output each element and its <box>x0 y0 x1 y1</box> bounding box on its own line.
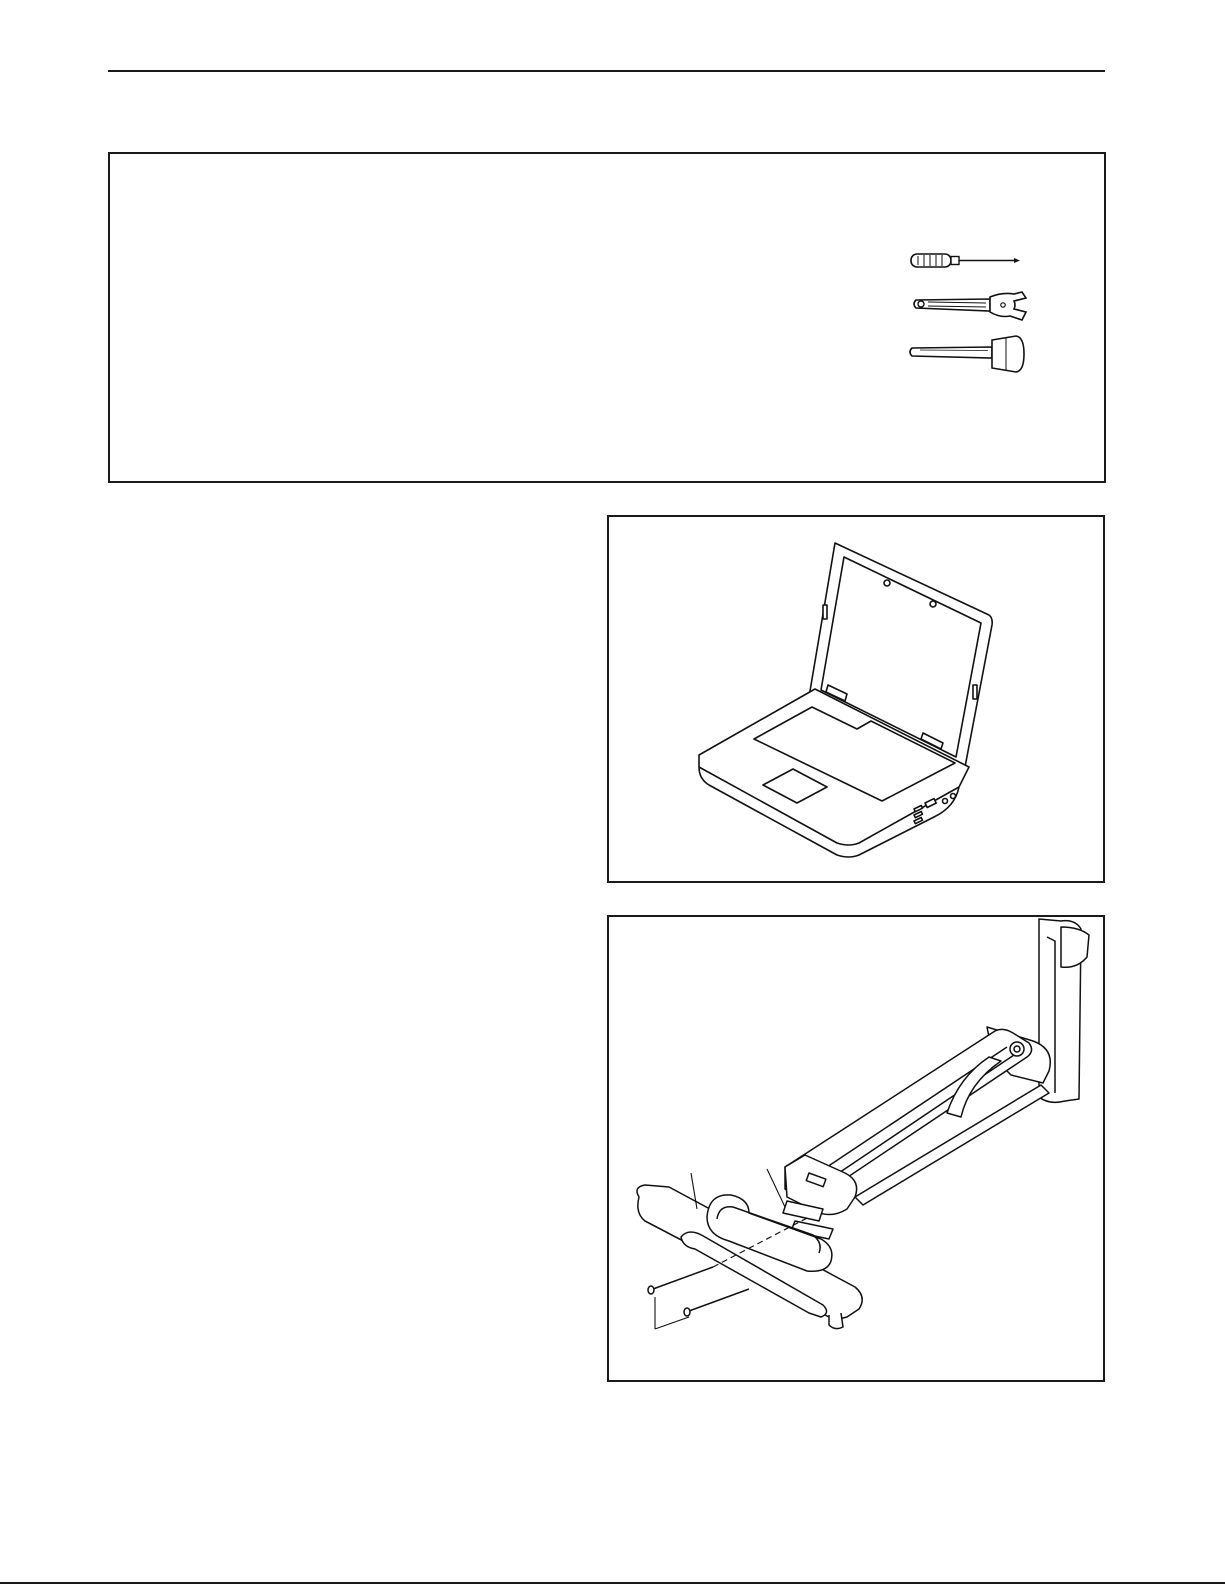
tools-panel <box>108 152 1106 483</box>
header-rule <box>108 70 1105 72</box>
assembly-diagram <box>609 917 1103 1380</box>
screwdriver-icon <box>910 250 1022 272</box>
laptop-figure <box>607 515 1105 883</box>
adjustable-wrench-icon <box>910 290 1030 324</box>
assembly-figure <box>607 915 1105 1382</box>
rubber-mallet-icon <box>908 334 1028 376</box>
bottom-rule <box>0 1582 1225 1584</box>
laptop-illustration <box>609 517 1103 881</box>
